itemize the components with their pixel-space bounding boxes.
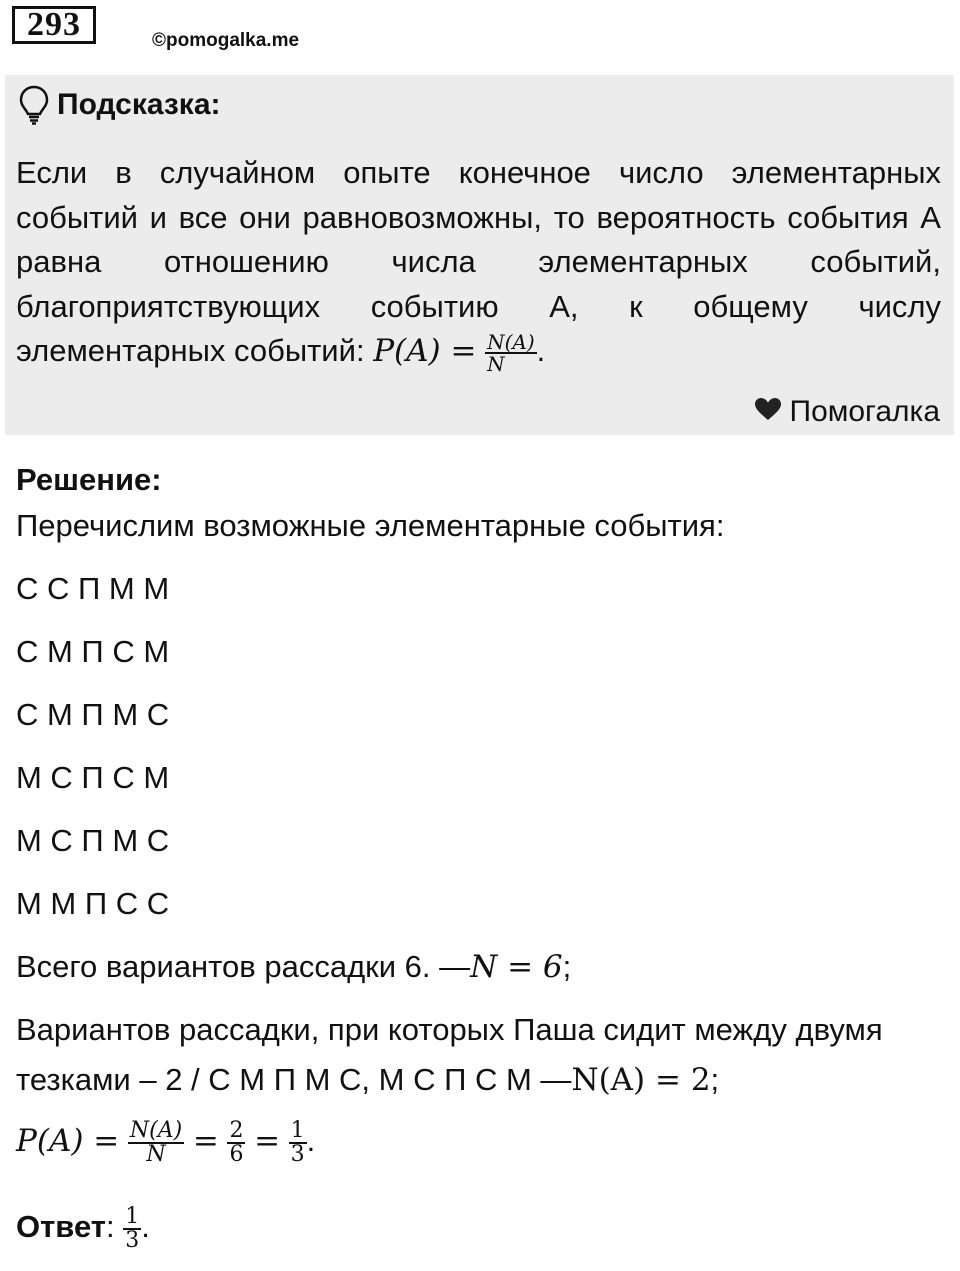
answer-fraction: [123, 1206, 141, 1252]
total-formula: N = 6: [470, 949, 563, 985]
event-3: С М П М С: [16, 697, 170, 732]
hint-formula-end: .: [536, 333, 546, 368]
fraction-numerator: N(A): [487, 329, 535, 354]
event-4: М С П С М: [16, 760, 170, 795]
site-credit: ©pomogalka.me: [152, 30, 300, 51]
answer-colon: :: [105, 1209, 115, 1245]
hint-header: [19, 85, 221, 125]
event-6: М М П С С: [16, 886, 170, 921]
probability-lhs: P(A) =: [16, 1123, 120, 1160]
total-end: ;: [562, 949, 572, 984]
fraction-numerator: 2: [229, 1118, 244, 1143]
fraction-denominator: N: [487, 351, 505, 376]
fraction-numerator: 1: [290, 1118, 305, 1143]
probability-end: .: [306, 1123, 316, 1159]
favorable-line-2: [16, 1062, 719, 1098]
favorable-text: тезками – 2 / С М П М С, М С П С М —: [16, 1062, 572, 1097]
fraction-numerator: 1: [125, 1204, 140, 1229]
probability-fraction-2: [227, 1120, 245, 1166]
hint-body: Если в случайном опыте конечное число элементарных событий и все они равновозможны, то вероятность события А равна отношению числа элементарных событий, благоприятствующих событию А, к общему числу элементарных событий:: [16, 155, 941, 368]
fraction-denominator: N: [146, 1142, 166, 1167]
fraction-denominator: 6: [229, 1142, 244, 1167]
fraction-denominator: 3: [125, 1228, 140, 1253]
solution-title: Решение:: [16, 462, 162, 497]
hint-formula-fraction: [485, 329, 537, 376]
answer-end: .: [141, 1209, 150, 1245]
answer-line: [16, 1206, 150, 1252]
probability-fraction-3: [289, 1120, 307, 1166]
lightbulb-icon: [19, 85, 49, 125]
favorable-end: ;: [710, 1062, 720, 1097]
probability-line: [16, 1120, 315, 1166]
favorable-line-1: Вариантов рассадки, при которых Паша сидит между двумя: [16, 1012, 883, 1047]
favorable-formula: N(A) = 2: [571, 1062, 711, 1098]
solution-intro: Перечислим возможные элементарные события:: [16, 508, 725, 543]
total-line: [16, 949, 571, 985]
task-number: 293: [12, 6, 96, 44]
equals-sign: =: [192, 1123, 219, 1160]
event-2: С М П С М: [16, 634, 170, 669]
brand-name: Помогалка: [789, 395, 940, 428]
total-text: Всего вариантов рассадки 6. —: [16, 949, 471, 984]
heart-icon: [754, 395, 790, 429]
hint-box: [5, 75, 954, 435]
probability-fraction-1: [128, 1120, 184, 1166]
event-1: С С П М М: [16, 571, 170, 606]
answer-label: Ответ: [16, 1209, 106, 1245]
brand-signature: [754, 395, 941, 429]
event-5: М С П М С: [16, 823, 170, 858]
hint-text: [16, 151, 941, 374]
fraction-numerator: N(A): [129, 1118, 183, 1143]
equals-sign: =: [254, 1123, 281, 1160]
hint-title: Подсказка:: [57, 88, 221, 121]
hint-formula-lhs: P(A) =: [373, 333, 477, 369]
fraction-denominator: 3: [290, 1142, 305, 1167]
